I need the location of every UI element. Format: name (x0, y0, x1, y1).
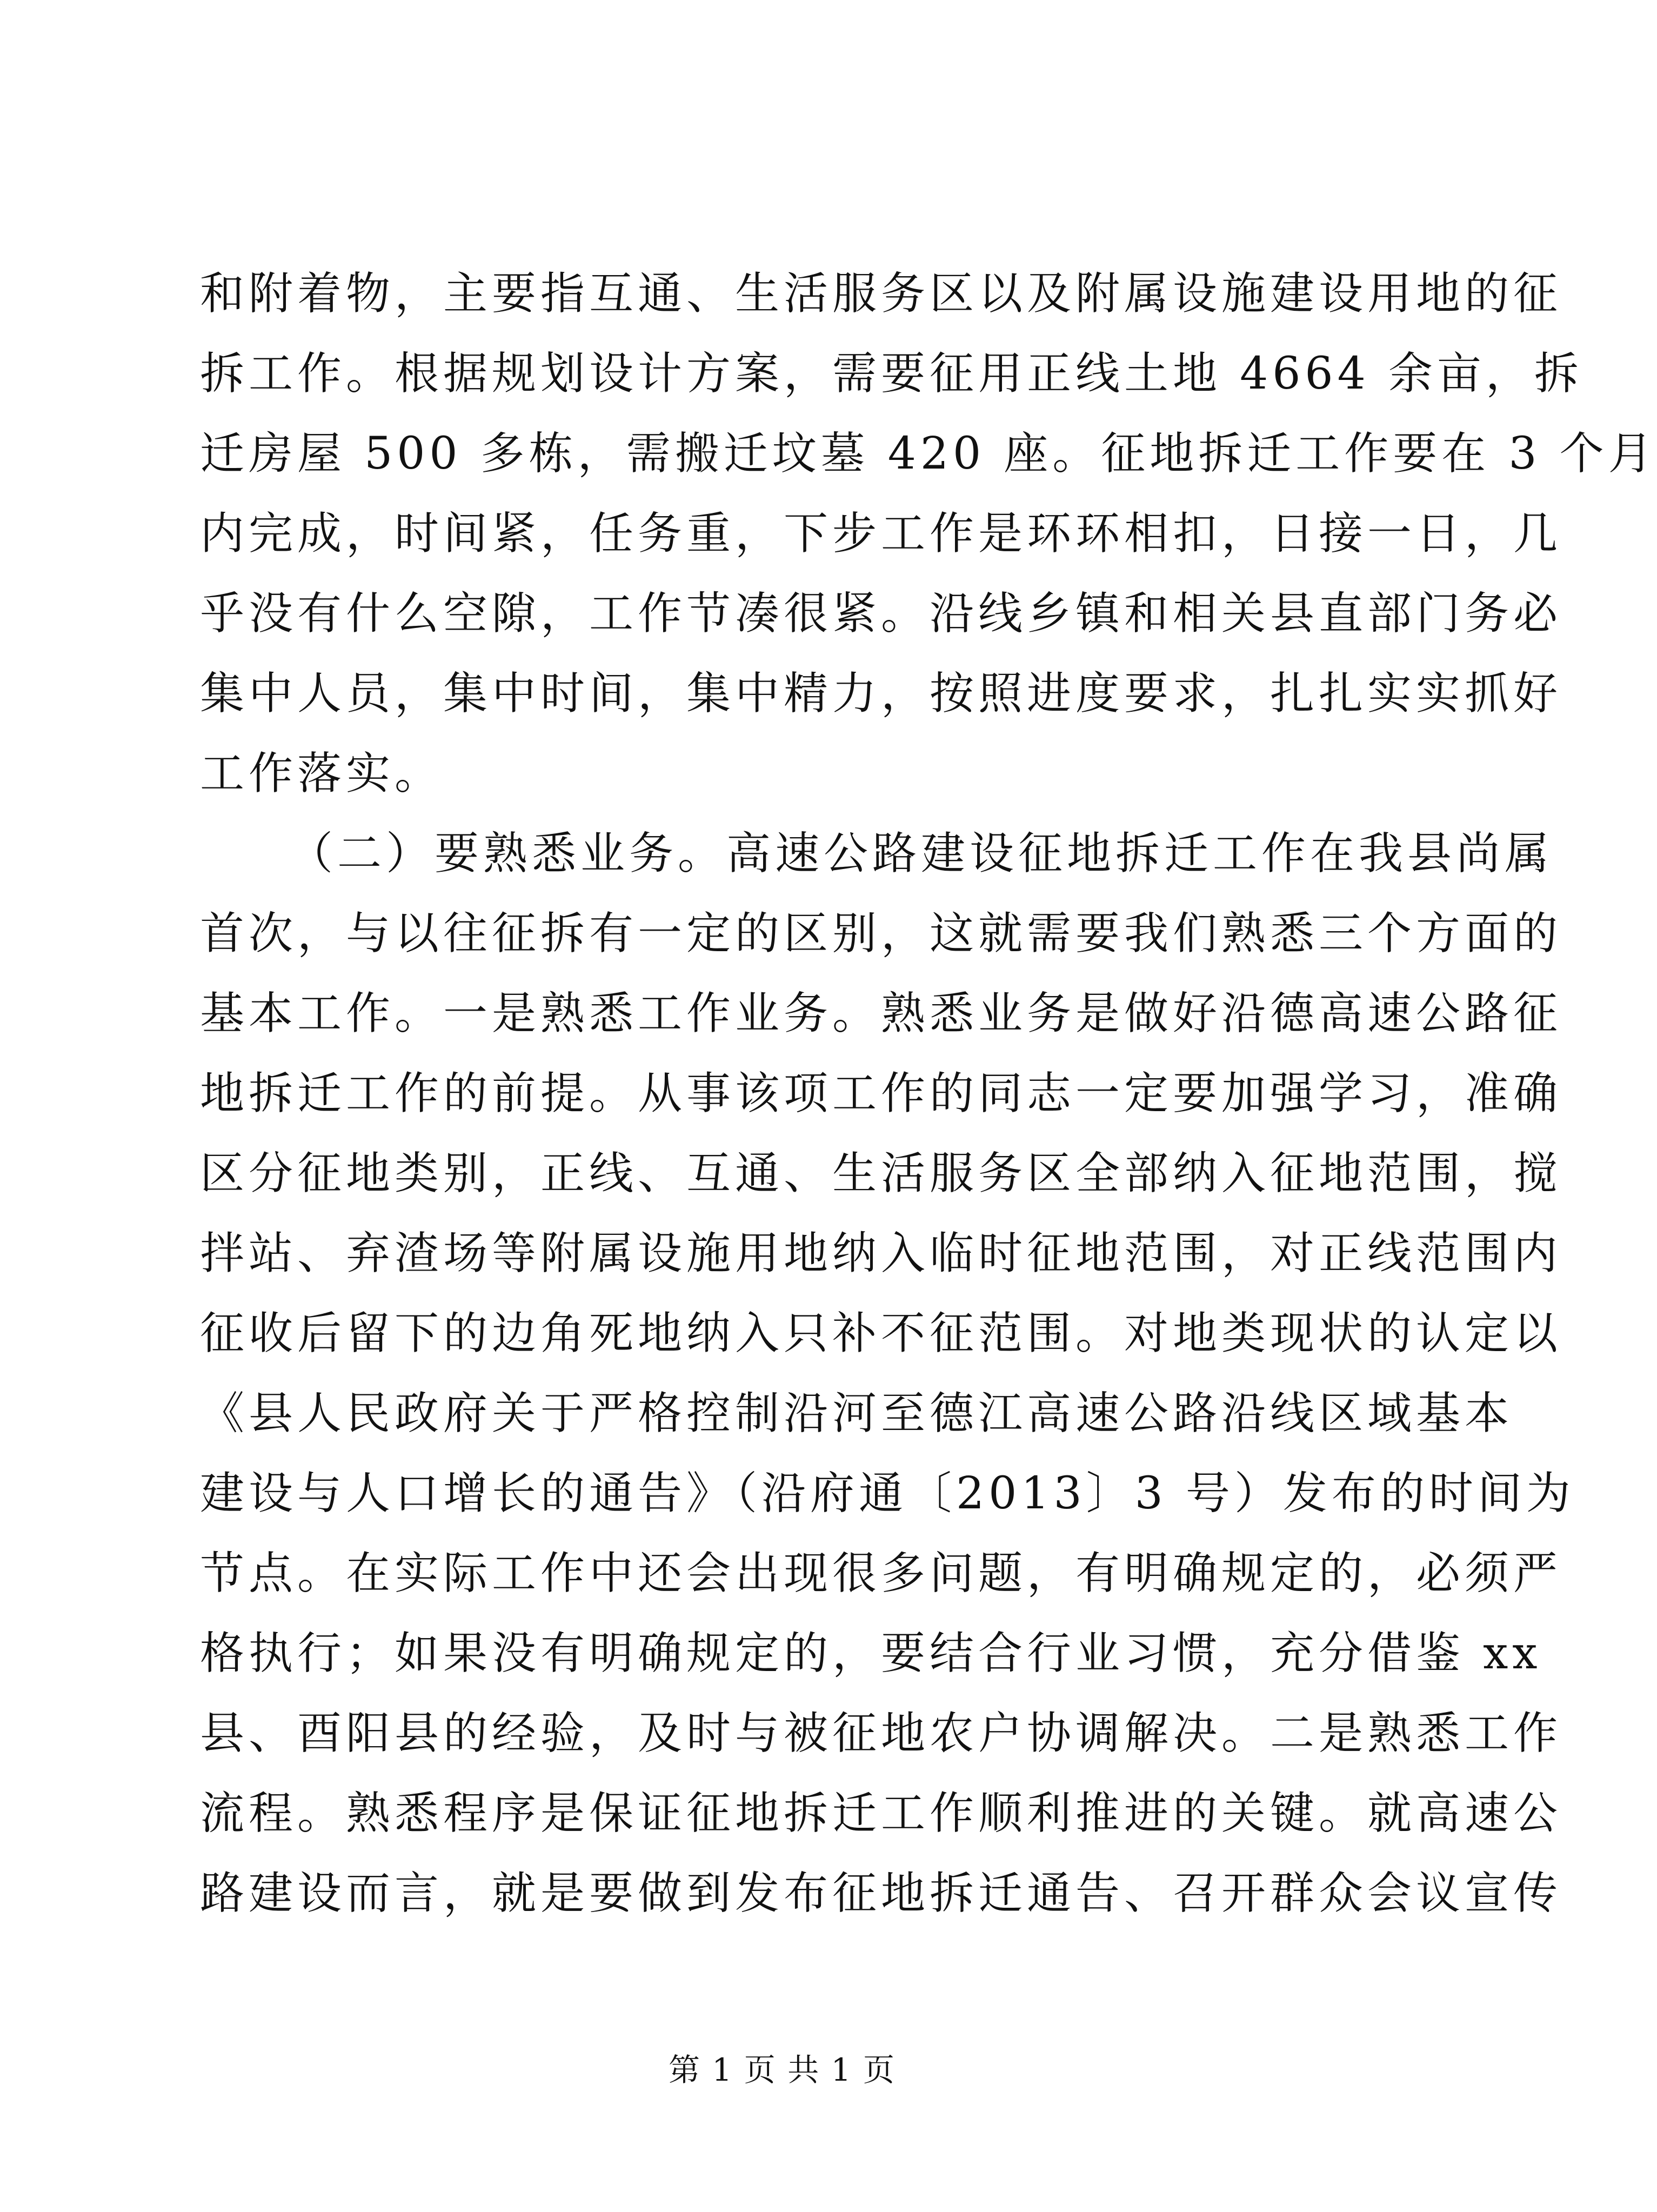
text-line: 工作落实。 (200, 748, 444, 799)
text-line: 流程。熟悉程序是保证征地拆迁工作顺利推进的关键。就高速公 (200, 1788, 1562, 1839)
text-line: （二）要熟悉业务。高速公路建设征地拆迁工作在我县尚属 (289, 828, 1554, 879)
text-line: 地拆迁工作的前提。从事该项工作的同志一定要加强学习，准确 (200, 1068, 1562, 1119)
text-line: 《县人民政府关于严格控制沿河至德江高速公路沿线区域基本 (200, 1388, 1514, 1439)
text-line: 内完成，时间紧，任务重，下步工作是环环相扣，日接一日，几 (200, 508, 1562, 559)
text-line: 和附着物，主要指互通、生活服务区以及附属设施建设用地的征 (200, 268, 1562, 319)
body-text (200, 254, 1657, 1934)
text-line: 征收后留下的边角死地纳入只补不征范围。对地类现状的认定以 (200, 1308, 1562, 1359)
text-line: 建设与人口增长的通告》（沿府通〔2013〕3 号）发布的时间为 (200, 1468, 1575, 1519)
text-line: 路建设而言，就是要做到发布征地拆迁通告、召开群众会议宣传 (200, 1868, 1562, 1919)
text-line: 格执行；如果没有明确规定的，要结合行业习惯，充分借鉴 xx (200, 1628, 1542, 1679)
text-line: 乎没有什么空隙，工作节凑很紧。沿线乡镇和相关县直部门务必 (200, 588, 1562, 639)
text-line: 节点。在实际工作中还会出现很多问题，有明确规定的，必须严 (200, 1548, 1562, 1599)
text-line: 拆工作。根据规划设计方案，需要征用正线土地 4664 余亩，拆 (200, 348, 1583, 399)
page-footer: 第 1 页 共 1 页 (669, 2051, 896, 2088)
text-line: 迁房屋 500 多栋，需搬迁坟墓 420 座。征地拆迁工作要在 3 个月 (200, 428, 1657, 479)
text-line: 首次，与以往征拆有一定的区别，这就需要我们熟悉三个方面的 (200, 908, 1562, 959)
text-line: 拌站、弃渣场等附属设施用地纳入临时征地范围，对正线范围内 (200, 1228, 1562, 1279)
text-line: 县、酉阳县的经验，及时与被征地农户协调解决。二是熟悉工作 (200, 1708, 1562, 1759)
text-line: 基本工作。一是熟悉工作业务。熟悉业务是做好沿德高速公路征 (200, 988, 1562, 1039)
text-line: 区分征地类别，正线、互通、生活服务区全部纳入征地范围，搅 (200, 1148, 1562, 1199)
text-line: 集中人员，集中时间，集中精力，按照进度要求，扎扎实实抓好 (200, 668, 1562, 719)
